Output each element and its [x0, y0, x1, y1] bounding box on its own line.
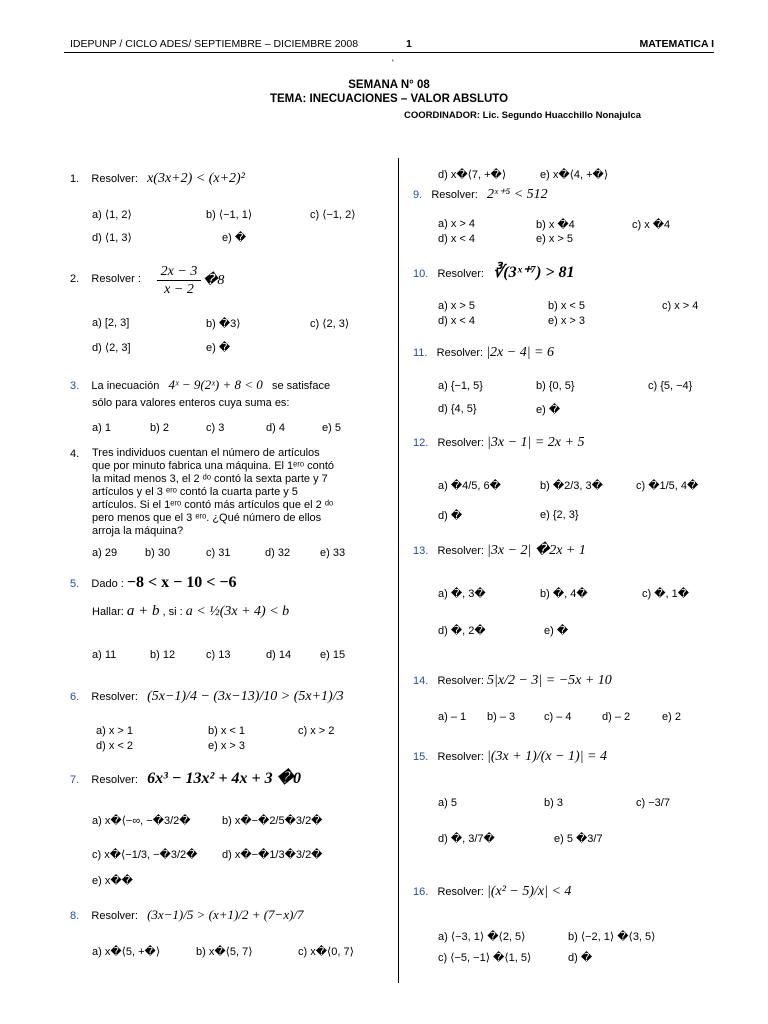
question-expression: (3x−1)/5 > (x+1)/2 + (7−x)/7 [147, 907, 304, 922]
q7-option-d: d) x�−�1/3�3/2� [222, 849, 323, 861]
si-label: , si : [162, 606, 183, 618]
q2-option-a: a) [2, 3] [92, 317, 130, 329]
q14-option-c: c) – 4 [544, 711, 572, 723]
question-prompt-cont: se satisface [271, 380, 331, 392]
q4-option-d: d) 32 [265, 547, 291, 559]
q14-option-a: a) – 1 [438, 711, 467, 723]
question-prompt: Resolver: [436, 347, 484, 359]
semana-title: SEMANA N° 08 [348, 79, 430, 91]
question-number: 15. [413, 751, 429, 763]
question-prompt: Resolver: [91, 774, 138, 786]
q5-option-c: c) 13 [206, 649, 231, 661]
q11-option-d: d) {4, 5} [438, 403, 477, 415]
q13-option-d: d) �, 2� [438, 625, 486, 637]
q14-option-b: b) – 3 [487, 711, 516, 723]
hallar-expression: a + b [126, 603, 160, 619]
question-number: 12. [413, 437, 429, 449]
question-prompt: Resolver: [91, 173, 138, 185]
question-12 [413, 436, 584, 450]
question-expression: |3x − 2| �2x + 1 [487, 543, 586, 558]
q16-option-a: a) ⟨−3, 1⟩ �⟨2, 5⟩ [438, 931, 526, 943]
question-prompt: Resolver: [437, 437, 484, 449]
question-4-number: 4. [70, 448, 80, 460]
question-2 [70, 272, 141, 286]
question-expression: 6x³ − 13x² + 4x + 3 �0 [147, 770, 301, 787]
q11-option-b: b) {0, 5} [536, 380, 575, 392]
q5-option-b: b) 12 [150, 649, 176, 661]
q4-option-e: e) 33 [320, 547, 346, 559]
q12-option-e: e) {2, 3} [540, 509, 579, 521]
question-number: 7. [70, 774, 80, 786]
q10-option-a: a) x > 5 [438, 300, 475, 312]
q10-option-b: b) x < 5 [548, 300, 585, 312]
header-rule [64, 52, 714, 53]
paragraph-line: artículos y el 3 ᵉʳᵒ contó la cuarta parte y 5 [92, 486, 298, 498]
tema-title: TEMA: INECUACIONES – VALOR ABSLUTO [269, 93, 509, 105]
paragraph-line: arroja la máquina? [92, 525, 184, 537]
q7-option-a: a) x�⟨−∞, −�3/2� [92, 815, 191, 827]
question-13 [413, 544, 586, 558]
q12-option-c: c) �1/5, 4� [636, 480, 699, 492]
q11-option-a: a) {−1, 5} [438, 380, 483, 392]
q5-option-e: e) 15 [320, 649, 346, 661]
q16-option-d: d) � [568, 952, 593, 964]
q1-option-c: c) ⟨−1, 2⟩ [310, 209, 356, 221]
paragraph-line: que por minuto fabrica una máquina. El 1ᵉʳᵒ contó [92, 460, 335, 472]
q9-option-b: b) x �4 [536, 219, 575, 231]
question-prompt: Resolver : [91, 273, 141, 285]
q15-option-d: d) �, 3/7� [438, 833, 495, 845]
header-tick-mark: ' [392, 58, 394, 68]
question-prompt: Dado : [91, 578, 124, 590]
question-number: 8. [70, 910, 80, 922]
q2-fraction [157, 263, 201, 298]
q13-option-a: a) �, 3� [438, 588, 486, 600]
question-number: 2. [70, 273, 80, 285]
question-3 [70, 378, 370, 393]
q4-option-b: b) 30 [145, 547, 171, 559]
q5-option-a: a) 11 [92, 649, 117, 661]
question-expression: |(3x + 1)/(x − 1)| = 4 [487, 749, 608, 764]
question-prompt: Resolver: [437, 675, 484, 687]
q14-option-d: d) – 2 [602, 711, 631, 723]
q1-option-e: e) � [222, 232, 247, 244]
q16-option-c: c) ⟨−5, −1⟩ �⟨1, 5⟩ [438, 952, 532, 964]
q1-option-a: a) ⟨1, 2⟩ [92, 209, 132, 221]
q6-option-b: b) x < 1 [208, 725, 245, 737]
question-4-text [92, 447, 370, 538]
question-prompt: Resolver: [437, 268, 484, 280]
q15-option-e: e) 5 �3/7 [554, 833, 603, 845]
question-number: 14. [413, 675, 429, 687]
question-expression: ∛(3ˣ⁺⁷) > 81 [493, 264, 575, 281]
q14-option-e: e) 2 [662, 711, 681, 723]
condition-expression: a < ½(3x + 4) < b [185, 604, 290, 619]
q6-option-d: d) x < 2 [96, 740, 133, 752]
q6-option-c: c) x > 2 [298, 725, 335, 737]
hallar-label: Hallar: [92, 606, 124, 618]
question-8 [70, 908, 304, 923]
q2-option-c: c) ⟨2, 3⟩ [310, 318, 350, 330]
question-prompt: Resolver: [91, 910, 138, 922]
question-expression: |3x − 1| = 2x + 5 [487, 435, 585, 450]
q15-option-a: a) 5 [438, 797, 457, 809]
q2-option-d: d) ⟨2, 3] [92, 342, 131, 354]
question-number: 6. [70, 691, 80, 703]
q3-option-c: c) 3 [206, 422, 225, 434]
question-3-line2: sólo para valores enteros cuya suma es: [92, 397, 290, 409]
question-11 [413, 346, 554, 360]
question-1 [70, 172, 245, 186]
question-number: 5. [70, 578, 80, 590]
q8-option-a: a) x�⟨5, +�⟩ [92, 946, 161, 958]
fraction-numerator: 2x − 3 [157, 263, 201, 281]
q13-option-e: e) � [544, 625, 569, 637]
paragraph-line: la mitad menos 3, el 2 ᵈᵒ contó la sexta parte y 7 [92, 473, 328, 485]
q8-option-b: b) x�⟨5, 7⟩ [196, 946, 253, 958]
question-10 [413, 266, 575, 281]
question-number: 16. [413, 886, 429, 898]
question-expression: 5|x/2 − 3| = −5x + 10 [487, 673, 612, 688]
question-prompt: Resolver: [437, 751, 484, 763]
q4-option-c: c) 31 [206, 547, 231, 559]
question-5 [70, 576, 237, 591]
column-divider [398, 158, 399, 983]
q3-option-a: a) 1 [92, 422, 111, 434]
q16-option-b: b) ⟨−2, 1⟩ �⟨3, 5⟩ [568, 931, 656, 943]
header-subject: MATEMATICA I [639, 38, 714, 50]
q3-option-e: e) 5 [322, 422, 341, 434]
q2-option-e: e) � [206, 342, 231, 354]
question-number: 3. [70, 380, 80, 392]
q4-option-a: a) 29 [92, 547, 118, 559]
header-page-number: 1 [406, 38, 412, 50]
q6-option-a: a) x > 1 [96, 725, 133, 737]
q10-option-e: e) x > 3 [548, 315, 585, 327]
q3-option-d: d) 4 [266, 422, 285, 434]
paragraph-line: pero menos que el 3 ᵉʳᵒ. ¿Qué número de ellos [92, 512, 322, 524]
question-expression: 4ˣ − 9(2ˣ) + 8 < 0 [168, 377, 263, 392]
question-prompt: La inecuación [91, 380, 160, 392]
question-number: 1. [70, 173, 80, 185]
coordinator-line: COORDINADOR: Lic. Segundo Huacchillo Nonajulca [404, 110, 641, 121]
question-number: 10. [413, 268, 429, 280]
q13-option-c: c) �, 1� [642, 588, 690, 600]
question-prompt: Resolver: [437, 545, 484, 557]
paragraph-line: Tres individuos cuentan el número de artículos [92, 447, 320, 459]
q15-option-b: b) 3 [544, 797, 563, 809]
header-course: IDEPUNP / CICLO ADES/ SEPTIEMBRE – DICIEMBRE 2008 [70, 38, 359, 50]
question-number: 11. [413, 347, 428, 359]
q7-option-e: e) x�� [92, 875, 133, 887]
question-5-line2 [92, 604, 289, 619]
q3-option-b: b) 2 [150, 422, 169, 434]
question-expression: (5x−1)/4 − (3x−13)/10 > (5x+1)/3 [147, 689, 344, 704]
question-prompt: Resolver: [91, 691, 138, 703]
question-expression: −8 < x − 10 < −6 [126, 574, 237, 591]
title-block [64, 78, 714, 106]
question-number: 9. [413, 189, 423, 201]
q15-option-c: c) −3/7 [636, 797, 670, 809]
q11-option-c: c) {5, −4} [648, 380, 693, 392]
question-7 [70, 772, 301, 787]
question-16 [413, 885, 571, 899]
q11-option-e: e) � [536, 404, 561, 416]
q10-option-d: d) x < 4 [438, 315, 475, 327]
question-expression: |2x − 4| = 6 [486, 345, 554, 360]
q8-option-d: d) x�⟨7, +�⟩ [438, 169, 507, 181]
question-number: 13. [413, 545, 429, 557]
question-14 [413, 674, 612, 688]
q9-option-e: e) x > 5 [536, 233, 573, 245]
q9-option-a: a) x > 4 [438, 218, 475, 230]
q6-option-e: e) x > 3 [208, 740, 245, 752]
q12-option-b: b) �2/3, 3� [540, 480, 603, 492]
paragraph-line: artículos. Si el 1ᵉʳᵒ contó más artículos que el 2 ᵈᵒ [92, 499, 334, 511]
question-expression: x(3x+2) < (x+2)² [147, 171, 245, 186]
q2-option-b: b) �3⟩ [206, 318, 241, 330]
question-prompt: Resolver: [437, 886, 484, 898]
page-header [64, 38, 714, 52]
question-prompt: Resolver: [431, 189, 478, 201]
q7-option-b: b) x�−�2/5�3/2� [222, 815, 323, 827]
fraction-denominator: x − 2 [164, 282, 194, 297]
question-15 [413, 750, 607, 764]
q5-option-d: d) 14 [266, 649, 292, 661]
q10-option-c: c) x > 4 [662, 300, 699, 312]
question-9 [413, 188, 548, 202]
q8-option-e: e) x�⟨4, +�⟩ [540, 169, 609, 181]
q12-option-d: d) � [438, 510, 463, 522]
q2-relation: �8 [203, 273, 225, 288]
question-expression: 2ˣ⁺⁵ < 512 [487, 187, 548, 202]
q9-option-d: d) x < 4 [438, 233, 475, 245]
q1-option-b: b) ⟨−1, 1⟩ [206, 209, 253, 221]
q7-option-c: c) x�⟨−1/3, −�3/2� [92, 849, 198, 861]
q1-option-d: d) ⟨1, 3⟩ [92, 232, 132, 244]
q9-option-c: c) x �4 [632, 219, 671, 231]
q12-option-a: a) �4/5, 6� [438, 480, 501, 492]
question-6 [70, 690, 344, 704]
question-expression: |(x² − 5)/x| < 4 [487, 884, 572, 899]
q13-option-b: b) �, 4� [540, 588, 588, 600]
q8-option-c: c) x�⟨0, 7⟩ [298, 946, 354, 958]
